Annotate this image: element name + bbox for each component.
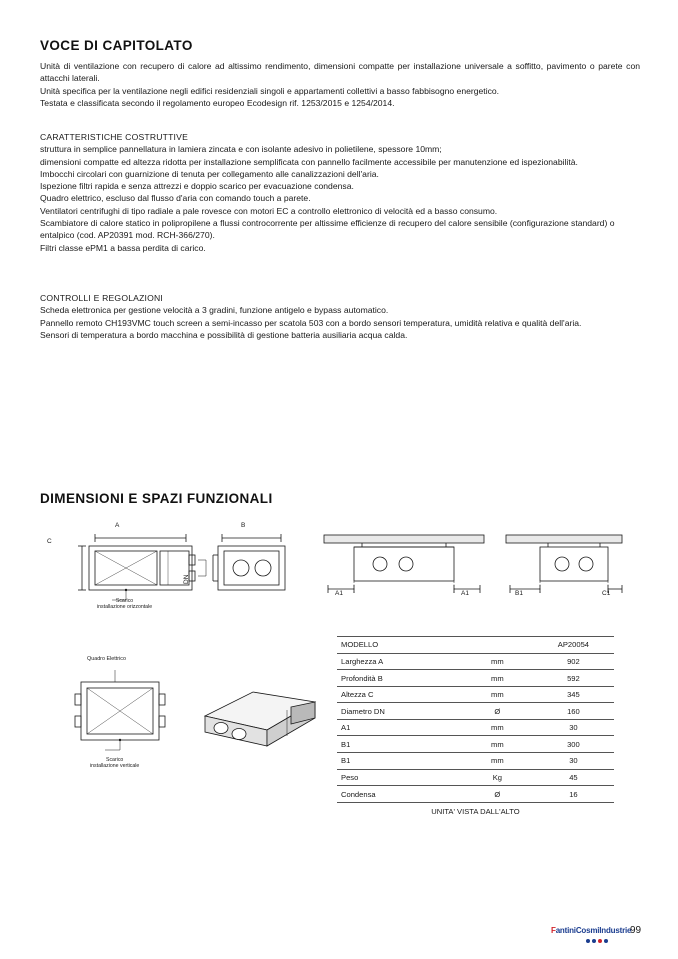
page-number: 99 — [630, 925, 642, 936]
brand-logo-name: antiniCosmiIndustrie — [555, 926, 632, 935]
row-value: 30 — [533, 753, 614, 770]
logo-dot-2 — [592, 939, 596, 943]
controlli-line-2: Pannello remoto CH193VMC touch screen a semi-incasso per scatola 503 con a bordo sensori temperatura, umidità relativa e qualità dell'aria. — [40, 317, 582, 328]
page-title-voce-di-capitolato: VOCE DI CAPITOLATO — [40, 38, 193, 53]
brand-logo — [551, 926, 631, 935]
row-unit: Ø — [462, 786, 533, 803]
drawing-label-scarico-orizzontale: Scarico installazione orizzontale — [97, 598, 153, 611]
row-unit: mm — [462, 686, 533, 703]
table-footer-note: UNITA' VISTA DALL'ALTO — [431, 806, 520, 816]
table-row — [337, 753, 614, 770]
table-row — [337, 719, 614, 736]
row-value: 300 — [533, 736, 614, 753]
voce-intro-block — [40, 60, 640, 109]
row-label: Peso — [337, 769, 462, 786]
row-value: 16 — [533, 786, 614, 803]
brand-logo-initial: F — [551, 926, 556, 935]
row-value: 30 — [533, 719, 614, 736]
row-unit: mm — [462, 653, 533, 670]
drawing-label-b1: B1 — [515, 590, 523, 597]
row-value: 160 — [533, 703, 614, 720]
row-label: A1 — [337, 719, 462, 736]
drawing-label-b: B — [241, 522, 246, 529]
table-row — [337, 703, 614, 720]
controlli-line-3: Sensori di temperatura a bordo macchina e possibilità di gestione batteria ausiliaria acqua calda. — [40, 329, 408, 340]
caratteristiche-line-6: Ventilatori centrifughi di tipo radiale a pale rovesce con motori EC a controllo elettronico di velocità ed a basso consumo. — [40, 205, 498, 216]
table-row — [337, 769, 614, 786]
table-header-modello: MODELLO — [337, 637, 462, 654]
table-header-unit — [462, 637, 533, 654]
drawing-label-dn: DN — [183, 574, 190, 584]
brand-logo-dots — [586, 939, 608, 943]
table-row — [337, 736, 614, 753]
table-row — [337, 670, 614, 687]
caratteristiche-line-5: Quadro elettrico, escluso dal flusso d'aria con comando touch a parete. — [40, 193, 311, 204]
drawing-label-a1-left: A1 — [335, 590, 343, 597]
row-value: 45 — [533, 769, 614, 786]
caratteristiche-line-8: Filtri classe ePM1 a bassa perdita di carico. — [40, 242, 206, 253]
logo-dot-4 — [604, 939, 608, 943]
row-unit: Ø — [462, 703, 533, 720]
drawing-side-view-b — [205, 524, 305, 604]
caratteristiche-block — [40, 131, 640, 254]
drawing-label-scarico-verticale: Scarico installazione verticale — [90, 757, 140, 770]
drawing-vertical-install — [55, 662, 195, 772]
table-footer-row — [337, 802, 614, 819]
row-value: 902 — [533, 653, 614, 670]
controlli-heading: CONTROLLI E REGOLAZIONI — [40, 293, 164, 303]
drawing-label-a1-right: A1 — [461, 590, 469, 597]
caratteristiche-heading: CARATTERISTICHE COSTRUTTIVE — [40, 132, 188, 142]
page-title-dimensioni: DIMENSIONI E SPAZI FUNZIONALI — [40, 491, 273, 506]
logo-dot-1 — [586, 939, 590, 943]
table-header-model-code: AP20054 — [533, 637, 614, 654]
row-label: Diametro DN — [337, 703, 462, 720]
controlli-block — [40, 292, 640, 341]
table-row — [337, 686, 614, 703]
row-value: 345 — [533, 686, 614, 703]
voce-intro-line-3: Testata e classificata secondo il regolamento europeo Ecodesign rif. 1253/2015 e 1254/2014. — [40, 97, 395, 108]
table-row — [337, 653, 614, 670]
caratteristiche-line-1: struttura in semplice pannellatura in lamiera zincata e con isolante adesivo in polietilene, spessore 10mm; — [40, 144, 442, 155]
row-label: Condensa — [337, 786, 462, 803]
caratteristiche-line-7: Scambiatore di calore statico in polipropilene a flussi controcorrente per altissime efficienze di recupero del calore sensibile (configurazione standard) o entalpico (cod. AP20391 mod. RCH-366/270). — [40, 218, 615, 241]
drawing-label-quadro-elettrico: Quadro Elettrico — [87, 656, 126, 662]
drawing-label-c1: C1 — [602, 590, 611, 597]
voce-intro-line-2: Unità specifica per la ventilazione negli edifici residenziali singoli e appartamenti collettivi a basso fabbisogno energetico. — [40, 85, 500, 96]
row-unit: mm — [462, 753, 533, 770]
row-unit: mm — [462, 719, 533, 736]
row-value: 592 — [533, 670, 614, 687]
drawing-label-a: A — [115, 522, 120, 529]
table-header-row — [337, 637, 614, 654]
controlli-line-1: Scheda elettronica per gestione velocità a 3 gradini, funzione antigelo e bypass automatico. — [40, 305, 389, 316]
dimensions-table — [337, 636, 614, 819]
row-label: B1 — [337, 753, 462, 770]
row-unit: mm — [462, 670, 533, 687]
row-label: Larghezza A — [337, 653, 462, 670]
caratteristiche-line-3: Imbocchi circolari con guarnizione di tenuta per collegamento alle canalizzazioni dell'aria. — [40, 168, 379, 179]
row-label: Altezza C — [337, 686, 462, 703]
drawing-label-c: C — [47, 538, 52, 545]
caratteristiche-line-4: Ispezione filtri rapida e senza attrezzi e doppio scarico per evacuazione condensa. — [40, 181, 354, 192]
logo-dot-3 — [598, 939, 602, 943]
row-unit: Kg — [462, 769, 533, 786]
row-label: B1 — [337, 736, 462, 753]
caratteristiche-line-2: dimensioni compatte ed altezza ridotta per installazione semplificata con pannello facilmente accessibile per manutenzione ed ispezionabilità. — [40, 156, 578, 167]
row-unit: mm — [462, 736, 533, 753]
table-row — [337, 786, 614, 803]
row-label: Profondità B — [337, 670, 462, 687]
drawing-3d-unit-perspective — [195, 680, 325, 760]
voce-intro-line-1: Unità di ventilazione con recupero di calore ad altissimo rendimento, dimensioni compatte per installazione universale a soffitto, pavimento o parete con attacchi laterali. — [40, 61, 640, 84]
